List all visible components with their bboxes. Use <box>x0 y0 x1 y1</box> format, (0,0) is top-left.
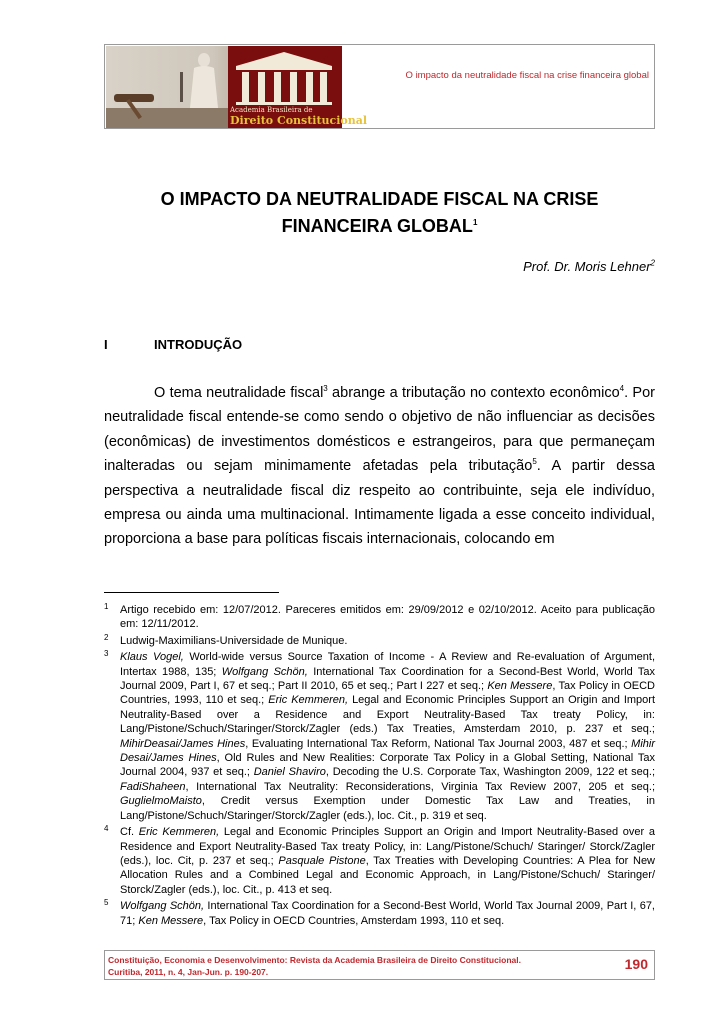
section-heading: INTRODUÇÃO <box>154 337 243 352</box>
statue-sword-shape <box>180 72 183 102</box>
footnote-separator <box>104 592 279 593</box>
footnote-text: International Tax Coordination for a Second-Best World, World Tax Journal 2009, Part I, 67 et seq.; Part II 2010, 65 et seq.; Part I 227 et seq.; <box>120 665 655 693</box>
cited-author: Ken Messere <box>487 680 553 693</box>
logo-text-line2: Direito Constitucional <box>230 114 368 127</box>
journal-citation <box>108 954 608 978</box>
footnote-text: Cf. <box>120 826 139 839</box>
body-text-segment: O tema neutralidade fiscal <box>154 385 324 401</box>
footnote-text: , Tax Policy in OECD Countries, 1993, 110 et seq.; <box>120 680 656 707</box>
temple-base-shape <box>236 102 332 105</box>
footnote-text: International Tax Coordination for a Second-Best World, World Tax Journal 2009, Part I, 67, 71; <box>120 900 655 927</box>
footnote-text: , Tax Treaties with Developing Countries: A Plea for New Allocation Rules and a Combined Legal and Economic Approach, in Lang/Pistone/Schuch/ Staringer/ Storck/Zagler (eds.), loc. Cit., p. 413 et seq. <box>120 854 655 896</box>
footnote-ref[interactable]: 2 <box>650 258 655 268</box>
academy-logo <box>106 46 368 128</box>
gavel-head-shape <box>114 94 154 102</box>
cited-author: Ken Messere <box>138 914 204 927</box>
cited-author: GuglielmoMaisto <box>120 795 202 808</box>
footnote-1 <box>104 603 655 632</box>
temple-entablature-shape <box>236 66 332 70</box>
footer-line1: Constituição, Economia e Desenvolvimento: Revista da Academia Brasileira de Direito Constitucional. <box>108 955 521 965</box>
footnote-text: Artigo recebido em: 12/07/2012. Pareceres emitidos em: 29/09/2012 e 02/10/2012. Aceito para publicação em: 12/11/2012. <box>120 604 655 631</box>
author-name: Prof. Dr. Moris Lehner <box>523 259 651 274</box>
temple-column-shape <box>242 72 249 102</box>
footnote-4 <box>104 825 655 897</box>
footnote-text: World-wide versus Source Taxation of Income - A Review and Re-evaluation of Argument, Intertax 1988, 135; <box>120 651 655 678</box>
footnote-ref[interactable]: 3 <box>323 384 328 394</box>
page-number: 190 <box>624 956 648 972</box>
title-line2: FINANCEIRA GLOBAL <box>281 216 473 236</box>
logo-desk-shape <box>106 108 228 128</box>
cited-author: Wolfgang Schön, <box>221 665 308 678</box>
author-byline <box>523 259 655 274</box>
footnote-text: , Credit versus Exemption under Domestic Tax Law and Treaties, in Lang/Pistone/Schuch/Staringer/Storck/Zagler (eds.), loc. Cit., p. 319 et seq. <box>120 795 655 822</box>
footnote-5 <box>104 899 655 928</box>
footnote-text: Legal and Economic Principles Support an Origin and Import Neutrality-Based over a Residence and Export Neutrality-Based Tax treaty Policy, in: Lang/Pistone/Schuch/Staringer/Storck/Zagler (eds.) Tax Treaties, Amsterdam 2010, p. 237 et seq.; <box>120 694 655 736</box>
section-number: I <box>104 337 108 352</box>
footnotes <box>104 603 655 930</box>
footnote-number: 4 <box>104 824 109 834</box>
footnote-text: Legal and Economic Principles Support an Origin and Import Neutrality-Based over a Residence and Export Neutrality-Based Tax treaty Policy, in: Lang/Pistone/Schuch/ Staringer/ Storck/Zagler (eds.), loc. Cit, p. 237 et seq.; <box>120 826 655 867</box>
body-text-segment: abrange a tributação no contexto econômico <box>327 385 620 401</box>
running-title: O impacto da neutralidade fiscal na crise financeira global <box>405 70 649 81</box>
footnote-text: , Old Rules and New Realities: Corporate Tax Policy in a Global Setting, National Tax Journal 2004, 937 et seq.; <box>120 752 655 779</box>
footnote-text: , International Tax Neutrality: Reconsiderations, Virginia Tax Review 2007, 205 et seq.; <box>185 780 655 793</box>
body-text-segment: . A partir dessa perspectiva a neutralidade fiscal diz respeito ao contribuinte, seja ele indivíduo, empresa ou ainda uma multinacional. Intimamente ligada a esse conceito individual, proporciona a base para políticas fiscais internacionais, colocando em <box>104 458 655 548</box>
cited-author: Daniel Shaviro <box>253 766 326 779</box>
footnote-ref[interactable]: 5 <box>532 457 537 467</box>
statue-body-shape <box>190 66 218 108</box>
footer-line2: Curitiba, 2011, n. 4, Jan-Jun. p. 190-207. <box>108 967 269 977</box>
temple-column-shape <box>258 72 265 102</box>
body-text-segment: . Por neutralidade fiscal entende-se como sendo o objetivo de não influenciar as decisões (econômicas) de investimentos domésticos e estrangeiros, para que permaneçam inalteradas ou sejam minimamente afetadas pela tributação <box>104 385 655 475</box>
footnote-text: Ludwig-Maximilians-Universidade de Munique. <box>120 634 348 647</box>
cited-author: FadiShaheen <box>120 780 186 793</box>
footnote-text: , Decoding the U.S. Corporate Tax, Washington 2009, 122 et seq.; <box>325 766 656 779</box>
footnote-text: , Evaluating International Tax Reform, National Tax Journal 2003, 487 et seq.; <box>245 737 632 750</box>
page-header <box>104 44 655 129</box>
footnote-number: 5 <box>104 898 109 908</box>
cited-author: Mihir Desai/James Hines <box>120 737 655 765</box>
footnote-number: 3 <box>104 649 109 659</box>
statue-head-shape <box>198 53 210 67</box>
footnote-text: , Tax Policy in OECD Countries, Amsterdam 1993, 110 et seq. <box>203 914 505 927</box>
footnote-2 <box>104 634 655 648</box>
temple-column-shape <box>274 72 281 102</box>
footnote-ref[interactable]: 4 <box>619 384 625 394</box>
temple-column-shape <box>306 72 313 102</box>
body-paragraph <box>104 381 655 552</box>
footnote-ref[interactable]: 1 <box>472 218 478 227</box>
footnote-number: 1 <box>104 602 109 611</box>
temple-column-shape <box>290 72 297 102</box>
page-footer <box>104 950 655 980</box>
cited-author: Pasquale Pistone <box>278 854 366 867</box>
cited-author: Eric Kemmeren, <box>138 826 220 839</box>
title-line1: O IMPACTO DA NEUTRALIDADE FISCAL NA CRISE <box>160 189 599 209</box>
article-title <box>104 186 655 240</box>
logo-text-line1: Academia Brasileira de <box>230 106 313 114</box>
cited-author: MihirDeasai/James Hines <box>120 737 246 750</box>
cited-author: Wolfgang Schön, <box>120 900 205 913</box>
cited-author: Eric Kemmeren, <box>268 694 349 707</box>
cited-author: Klaus Vogel, <box>120 651 184 664</box>
footnote-3 <box>104 650 655 823</box>
temple-column-shape <box>320 72 327 102</box>
footnote-number: 2 <box>104 632 109 642</box>
